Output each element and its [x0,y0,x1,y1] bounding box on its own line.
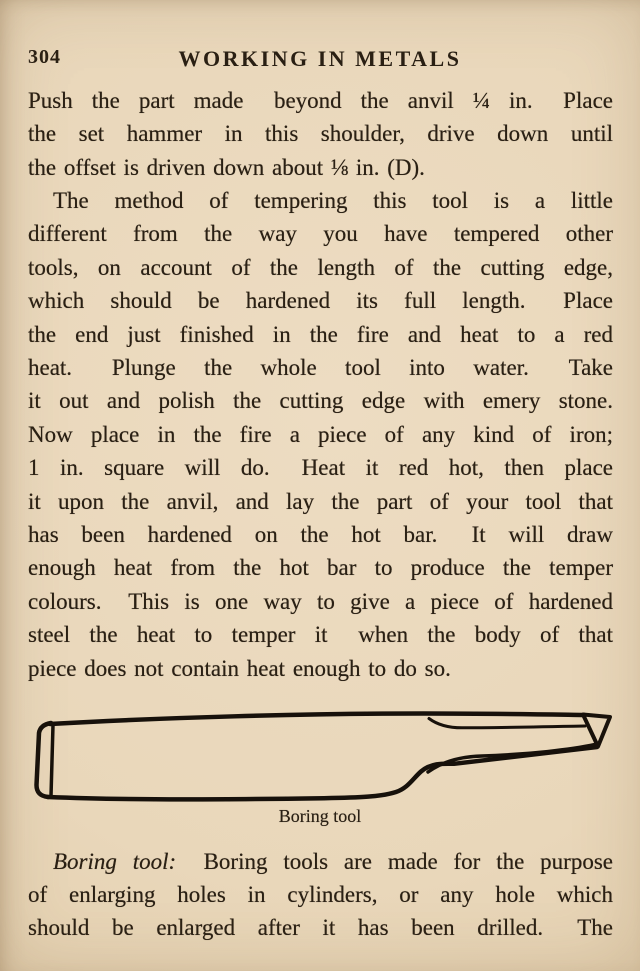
text-line: enough heat from the hot bar to produce the temper [28,555,613,581]
text-line: of enlarging holes in cylinders, or any hole which [28,881,613,907]
text-line: tools, on account of the length of the cutting edge, [28,254,613,280]
text-line: the end just finished in the fire and heat to a red [28,321,613,347]
paragraph-tempering-method [28,184,613,685]
page-number: 304 [28,46,61,68]
text-line: it out and polish the cutting edge with emery stone. [28,388,613,414]
text-line: Now place in the fire a piece of any kind of iron; [28,421,613,447]
text-line: the offset is driven down about ⅛ in. (D). [28,154,425,180]
text-line: which should be hardened its full length. Place [28,288,613,314]
boring-tool-line-drawing [24,702,620,802]
text-line: it upon the anvil, and lay the part of your tool that [28,488,613,514]
paragraph-lead-rest: Boring tools are made for the purpose [176,849,613,874]
text-line: has been hardened on the hot bar. It will draw [28,522,613,548]
text-line: different from the way you have tempered other [28,221,613,247]
text-line: 1 in. square will do. Heat it red hot, then place [28,455,613,481]
text-line: The method of tempering this tool is a little [53,188,613,213]
text-line: steel the heat to temper it when the body of that [28,622,613,648]
paragraph-boring-tool [28,846,613,944]
text-line: should be enlarged after it has been drilled. The [28,914,613,940]
running-head: WORKING IN METALS [178,46,462,71]
text-line [28,846,613,879]
boring-tool-figure [24,702,620,802]
text-line: piece does not contain heat enough to do so. [28,655,451,681]
figure-caption: Boring tool [278,806,362,826]
paragraph-boring-tool-lines [28,879,613,945]
text-line: Push the part made beyond the anvil ¼ in. Place [28,88,613,113]
paragraph-lead-italic: Boring tool: [53,849,177,874]
paragraph-tempering-intro [28,84,613,184]
text-line: the set hammer in this shoulder, drive down until [28,121,613,147]
text-line: colours. This is one way to give a piece of hardened [28,588,613,614]
text-line: heat. Plunge the whole tool into water. Take [28,355,613,381]
